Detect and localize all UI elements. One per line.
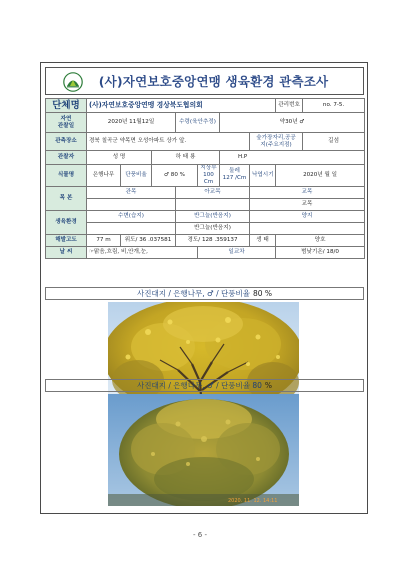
mgmt-number-label: 관리번호 xyxy=(276,99,303,113)
location-type-value: 길섬 xyxy=(303,133,365,151)
observer-name-value: 하 태 룡 xyxy=(152,151,220,165)
env-opt2: 반그늘(반음지) xyxy=(176,210,250,222)
tree-type-opt3: 교목 xyxy=(250,186,365,198)
row-place xyxy=(46,133,365,151)
photo-caption-2-text: 사진대지 / 은행나무, ♂ / 단풍비율 80 xyxy=(136,381,262,390)
photo-caption-2 xyxy=(45,379,364,392)
temp-range-value: 범낮기온/ 18/0 xyxy=(276,246,365,258)
photo-caption-2-percent: % xyxy=(264,381,273,390)
row-tree-type-selected xyxy=(46,198,365,210)
leaf-fall-label: 낙엽시기 xyxy=(250,165,276,187)
tree-type-empty2 xyxy=(176,198,250,210)
photo-timestamp: 2020. 11. 12. 14:11 xyxy=(228,498,278,504)
tree-type-empty1 xyxy=(87,198,176,210)
altitude-label: 해발고도 xyxy=(46,234,87,246)
latitude-value: 위도/ 36 .037581 xyxy=(121,234,176,246)
row-plant xyxy=(46,165,365,187)
observer-label: 관찰자 xyxy=(46,151,87,165)
location-type-label: 숲가장자리,공공 지(주요지점) xyxy=(250,133,303,151)
photo-caption-1-text: 사진대지 / 은행나무, ♂ / 단풍비율 xyxy=(136,289,250,298)
plant-name: 은행나무 xyxy=(87,165,121,187)
mgmt-number-value: no. 7-5. xyxy=(303,99,365,113)
place-label: 관측장소 xyxy=(46,133,87,151)
ginkgo-photo-2 xyxy=(108,394,299,506)
color-ratio-value: ♂ 80 % xyxy=(152,165,198,187)
place-value: 경북 칠곡군 약목면 오성아파트 상가 앞. xyxy=(87,133,250,151)
plant-label: 식물명 xyxy=(46,165,87,187)
weather-label: 날 씨 xyxy=(46,246,87,258)
row-coords xyxy=(46,234,365,246)
env-label: 생육환경 xyxy=(46,210,87,234)
leaf-fall-value: 2020년 월 일 xyxy=(276,165,365,187)
row-env-selected xyxy=(46,222,365,234)
survey-sheet xyxy=(40,62,368,514)
height-label: 지상부 100 Cm xyxy=(198,165,220,187)
observer-name-label: 성 명 xyxy=(87,151,152,165)
altitude-value: 77 m xyxy=(87,234,121,246)
organization-logo-icon xyxy=(63,72,83,92)
group-label: 단체명 xyxy=(46,99,87,113)
env-opt1: 수변(습지) xyxy=(87,210,176,222)
survey-table xyxy=(45,98,365,259)
date-value: 2020년 11월12일 xyxy=(87,113,176,133)
tree-type-selected: 교목 xyxy=(250,198,365,210)
ginkgo-photo-1 xyxy=(108,302,299,409)
status-value: 양호 xyxy=(276,234,365,246)
date-label: 자연 관찰일 xyxy=(46,113,87,133)
row-group xyxy=(46,99,365,113)
header-bar xyxy=(45,67,364,95)
page-title: (사)자연보호중앙연맹 생육환경 관측조사 xyxy=(98,74,329,89)
tree-type-label: 목 본 xyxy=(46,186,87,210)
tree-type-opt1: 관목 xyxy=(87,186,176,198)
age-value: 약30년 ♂ xyxy=(220,113,365,133)
env-opt3: 양지 xyxy=(250,210,365,222)
row-env xyxy=(46,210,365,222)
row-date xyxy=(46,113,365,133)
env-selected: 반그늘(반음지) xyxy=(176,222,250,234)
girth-label: 둘레 127 /Cm xyxy=(220,165,250,187)
env-empty1 xyxy=(87,222,176,234)
age-label: 수령(육안추정) xyxy=(176,113,220,133)
env-empty3 xyxy=(250,222,365,234)
longitude-value: 경도/ 128 .359137 xyxy=(176,234,250,246)
tree-type-opt2: 아교목 xyxy=(176,186,250,198)
row-tree-type xyxy=(46,186,365,198)
color-ratio-label: 단풍비율 xyxy=(121,165,152,187)
page-number: - 6 - xyxy=(193,531,207,539)
row-observer xyxy=(46,151,365,165)
weather-value: ☞맑음,흐림, 비,안개,눈, xyxy=(87,246,198,258)
photo-caption-1-percent: 80 % xyxy=(252,289,273,298)
temp-range-label: 일교차 xyxy=(198,246,276,258)
group-value: (사)자연보호중앙연맹 경상북도협의회 xyxy=(87,99,276,113)
row-weather xyxy=(46,246,365,258)
status-label: 생 태 xyxy=(250,234,276,246)
photo-caption-1 xyxy=(45,287,364,300)
observer-phone-label: H.P xyxy=(220,151,365,165)
